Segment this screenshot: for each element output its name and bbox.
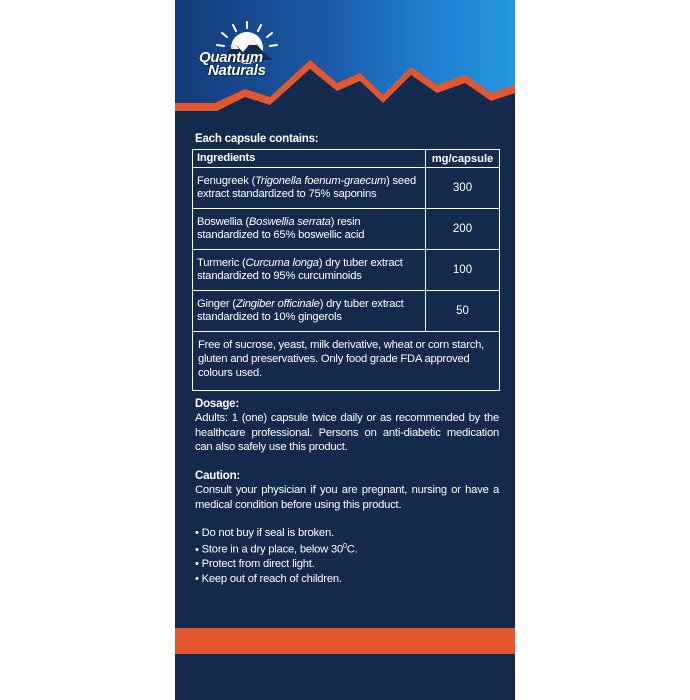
caution-heading: Caution: — [195, 470, 241, 482]
list-item: • Keep out of reach of children. — [195, 572, 358, 586]
product-label — [175, 0, 515, 700]
dosage-section — [195, 397, 499, 454]
ingredient-amount: 300 — [452, 182, 473, 194]
table-row — [193, 168, 499, 209]
warnings-list — [195, 526, 358, 586]
table-row — [193, 250, 499, 291]
brand-name-line1: Quantum — [199, 49, 263, 66]
caution-section — [195, 469, 499, 512]
table-header-row — [193, 150, 499, 168]
brand-name-line2: Naturals — [208, 62, 266, 79]
column-header-amount: mg/capsule — [431, 152, 494, 165]
ingredient-name: Fenugreek (Trigonella foenum-graecum) seed extract standardized to 75% saponins — [193, 168, 426, 208]
free-of-note: Free of sucrose, yeast, milk derivative, wheat or corn starch, gluten and preservatives. Only food grade FDA approved colours used. — [198, 339, 485, 379]
caution-text: Consult your physician if you are pregnant, nursing or have a medical condition before using this product. — [195, 484, 499, 511]
ingredient-amount: 200 — [452, 223, 473, 235]
table-note-row — [193, 332, 499, 390]
ingredient-name: Ginger (Zingiber officinale) dry tuber extract standardized to 10% gingerols — [193, 291, 426, 331]
bottom-accent-stripe — [175, 628, 515, 654]
table-row — [193, 291, 499, 332]
composition-heading: Each capsule contains: — [195, 133, 319, 145]
ingredients-table — [192, 149, 500, 391]
ingredient-name: Boswellia (Boswellia serrata) resin standardized to 65% boswellic acid — [193, 209, 426, 249]
dosage-text: Adults: 1 (one) capsule twice daily or as recommended by the healthcare professional. Persons on anti-diabetic medication can also safely use this product. — [195, 412, 499, 453]
table-row — [193, 209, 499, 250]
dosage-heading: Dosage: — [195, 398, 239, 410]
list-item: • Store in a dry place, below $30^0C$. — [195, 540, 358, 557]
list-item: • Protect from direct light. — [195, 557, 358, 571]
ingredient-name: Turmeric (Curcuma longa) dry tuber extract standardized to 95% curcuminoids — [193, 250, 426, 290]
column-header-ingredients: Ingredients — [193, 150, 426, 167]
ingredient-amount: 50 — [456, 305, 469, 317]
list-item: • Do not buy if seal is broken. — [195, 526, 358, 540]
ingredient-amount: 100 — [452, 264, 473, 276]
